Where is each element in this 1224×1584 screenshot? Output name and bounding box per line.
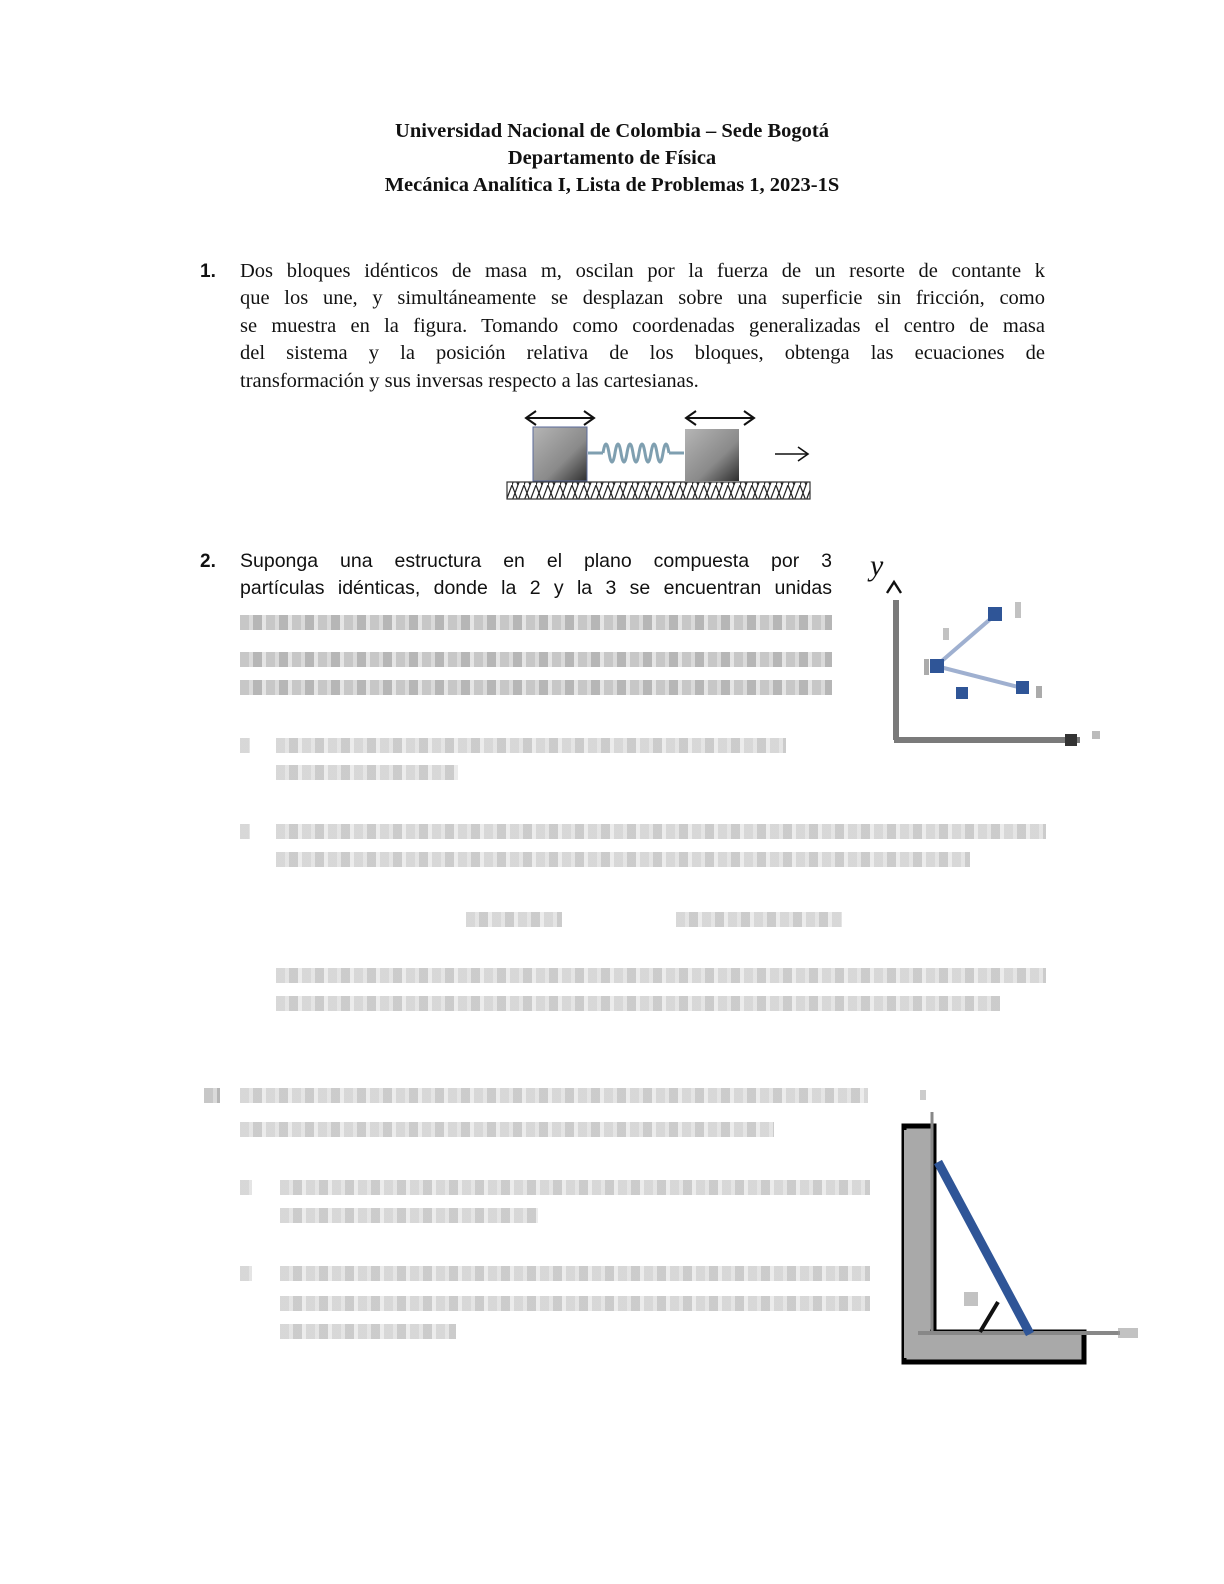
blurred-text [240,1088,868,1103]
text-line: que los une, y simultáneamente se desplazan sobre una superficie sin fricción, como [240,287,1045,310]
blurred-text [276,824,1046,839]
spring [588,444,684,462]
text-line: Suponga una estructura en el plano compuesta por 3 [240,550,832,572]
blurred-equation [676,912,842,927]
text-line: se muestra en la figura. Tomando como coordenadas generalizadas el centro de masa [240,314,1045,337]
two-blocks-spring-figure [500,405,820,505]
blurred-text [240,1266,252,1281]
blurred-text [240,1122,774,1137]
text-line: Dos bloques idénticos de masa m, oscilan por la fuerza de un resorte de contante k [240,260,1045,282]
blurred-text [280,1324,456,1339]
particle-2 [956,687,968,699]
blurred-text [276,765,458,780]
y-axis-label: y [870,549,884,582]
university-title: Universidad Nacional de Colombia – Sede Bogotá [395,120,829,142]
problem-2-text [240,548,832,602]
problem-number: 2. [200,551,216,572]
course-title: Mecánica Analítica I, Lista de Problemas 1, 2023-1S [384,174,840,196]
arrow-up-icon [887,582,901,593]
blurred-text [280,1266,870,1281]
department-title: Departamento de Física [507,147,717,169]
blurred-text [280,1296,870,1311]
blurred-text [280,1208,538,1223]
blurred-text [240,738,250,753]
problem-1 [200,258,1045,395]
particle-2-alt [930,659,944,673]
blurred-text [276,968,1046,983]
blurred-text [240,1180,252,1195]
blurred-equation [466,912,562,927]
floor [507,482,810,499]
problem-1-text [240,258,1045,395]
text-line: partículas idénticas, donde la 2 y la 3 se encuentran unidas [240,577,832,599]
problem-2 [200,548,832,602]
particle-1 [988,607,1002,621]
blurred-text [240,824,250,839]
ladder-wall-figure [880,1070,1150,1370]
blurred-text [240,615,832,630]
blurred-text [276,996,1000,1011]
particle-3 [1016,681,1029,694]
arrow-right-icon [775,447,808,461]
blurred-text [276,852,970,867]
blurred-text [276,738,786,753]
double-arrow-icon [526,411,754,425]
particles-structure-figure [860,545,1120,755]
problem-number: 1. [200,261,216,282]
rigid-bar [938,1162,1030,1334]
block-right [685,429,739,481]
blurred-text [280,1180,870,1195]
blurred-text [240,652,832,667]
angle-arc [980,1302,998,1332]
floor [904,1332,1084,1362]
text-line: del sistema y la posición relativa de los bloques, obtenga las ecuaciones de [240,342,1045,365]
document-header [0,118,1224,199]
blurred-problem-number [204,1088,220,1103]
text-line: transformación y sus inversas respecto a las cartesianas. [240,369,699,392]
block-left [533,427,587,481]
blurred-text [240,680,832,695]
